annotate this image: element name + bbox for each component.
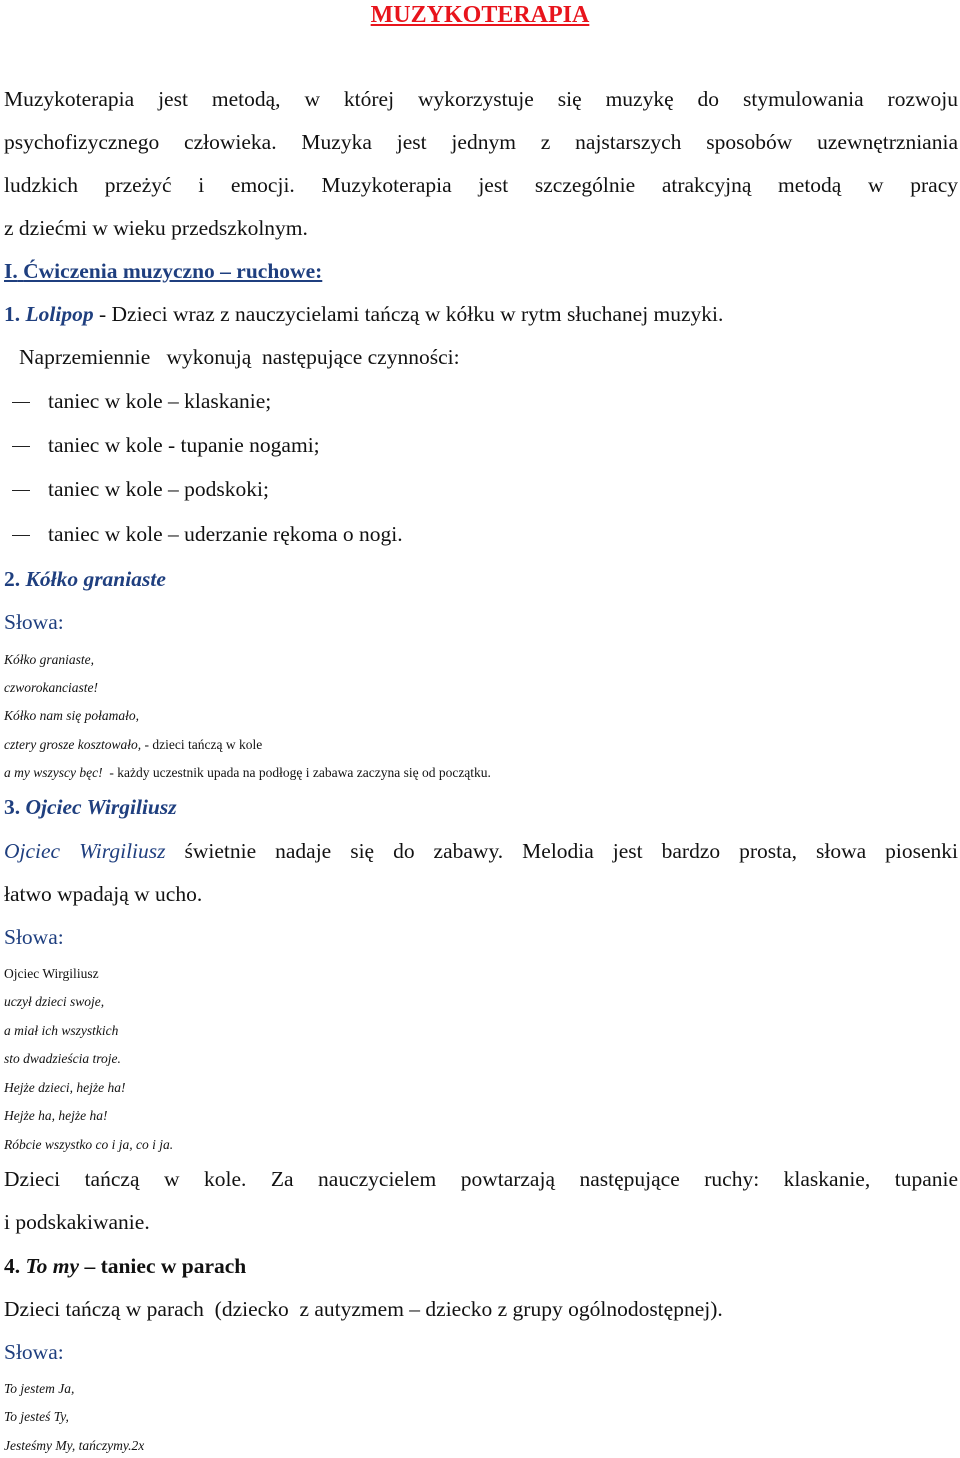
lyric-line: To jestem Ja, xyxy=(4,1381,75,1396)
exercise-3-after-2: i podskakiwanie. xyxy=(4,1210,150,1234)
exercise-2-name: Kółko graniaste xyxy=(25,567,166,591)
lyric-line: sto dwadzieścia troje. xyxy=(4,1051,121,1066)
exercise-4-words-label: Słowa: xyxy=(4,1340,64,1364)
exercise-2-words-label: Słowa: xyxy=(4,610,64,634)
lyric-line: cztery grosze kosztowało, - dzieci tańczą w kole xyxy=(4,737,263,752)
lyric-line: Hejże dzieci, hejże ha! xyxy=(4,1080,126,1095)
exercise-1-description: - Dzieci wraz z nauczycielami tańczą w kółku w rytm słuchanej muzyki. xyxy=(93,302,724,326)
lyric-note: - każdy uczestnik upada na podłogę i zabawa zaczyna się od początku. xyxy=(102,765,491,780)
exercise-3-after-1: Dzieci tańczą w kole. Za nauczycielem powtarzają następujące ruchy: klaskanie, tupanie xyxy=(4,1167,958,1191)
exercise-4-description: Dzieci tańczą w parach (dziecko z autyzmem – dziecko z grupy ogólnodostępnej). xyxy=(4,1297,723,1321)
list-dash xyxy=(12,490,30,491)
intro-line-1: Muzykoterapia jest metodą, w której wykorzystuje się muzykę do stymulowania rozwoju xyxy=(4,87,958,111)
exercise-1-name: Lolipop xyxy=(25,302,94,326)
lyric-line: a miał ich wszystkich xyxy=(4,1023,119,1038)
exercise-3-description: Ojciec Wirgiliusz świetnie nadaje się do zabawy. Melodia jest bardzo prosta, słowa piosenki xyxy=(4,839,959,863)
intro-line-4: z dziećmi w wieku przedszkolnym. xyxy=(4,216,308,240)
lyric-line: a my wszyscy bęc! - każdy uczestnik upada na podłogę i zabawa zaczyna się od początku. xyxy=(4,765,491,780)
lyric-line: Kółko nam się połamało, xyxy=(4,708,139,723)
exercise-3-heading xyxy=(4,797,177,819)
exercise-1-item-2: taniec w kole - tupanie nogami; xyxy=(48,433,320,457)
exercise-3-description-2: łatwo wpadają w ucho. xyxy=(4,882,203,906)
lyric-line: Hejże ha, hejże ha! xyxy=(4,1108,108,1123)
intro-line-3: ludzkich przeżyć i emocji. Muzykoterapia jest szczególnie atrakcyjną metodą w pracy xyxy=(4,173,958,197)
lyric-line: Jesteśmy My, tańczymy.2x xyxy=(4,1438,145,1453)
exercise-1-number: 1. xyxy=(4,302,21,326)
lyric-line: To jesteś Ty, xyxy=(4,1409,69,1424)
lyric-line: Róbcie wszystko co i ja, co i ja. xyxy=(4,1137,174,1152)
exercise-4-heading xyxy=(4,1256,246,1278)
section-heading xyxy=(4,261,322,283)
exercise-2-heading xyxy=(4,569,166,591)
lyric-line: uczył dzieci swoje, xyxy=(4,994,105,1009)
exercise-2-number: 2. xyxy=(4,567,21,591)
lyric-note: - dzieci tańczą w kole xyxy=(141,737,263,752)
exercise-4-number: 4. xyxy=(4,1254,21,1278)
exercise-1-item-1: taniec w kole – klaskanie; xyxy=(48,389,272,413)
exercise-3-inline-name: Ojciec Wirgiliusz xyxy=(4,839,166,863)
lyric-line: Kółko graniaste, xyxy=(4,652,94,667)
exercise-4-subtitle: – taniec w parach xyxy=(79,1254,247,1278)
section-numeral: I. xyxy=(4,259,18,283)
exercise-3-words-label: Słowa: xyxy=(4,925,64,949)
list-dash xyxy=(12,402,30,403)
list-dash xyxy=(12,535,30,536)
exercise-4-name: To my xyxy=(25,1254,80,1278)
intro-line-2: psychofizycznego człowieka. Muzyka jest jednym z najstarszych sposobów uzewnętrzniania xyxy=(4,130,958,154)
lyric-line: Ojciec Wirgiliusz xyxy=(4,966,99,981)
list-dash xyxy=(12,446,30,447)
exercise-3-name: Ojciec Wirgiliusz xyxy=(25,795,177,819)
document-title: MUZYKOTERAPIA xyxy=(370,2,590,28)
exercise-1-lead: Naprzemiennie wykonują następujące czynności: xyxy=(19,345,460,369)
lyric-line: czworokanciaste! xyxy=(4,680,98,695)
section-title: Ćwiczenia muzyczno – ruchowe: xyxy=(23,259,323,283)
exercise-3-number: 3. xyxy=(4,795,21,819)
exercise-1-item-4: taniec w kole – uderzanie rękoma o nogi. xyxy=(48,522,403,546)
exercise-1-item-3: taniec w kole – podskoki; xyxy=(48,477,269,501)
exercise-1-heading xyxy=(4,304,723,326)
